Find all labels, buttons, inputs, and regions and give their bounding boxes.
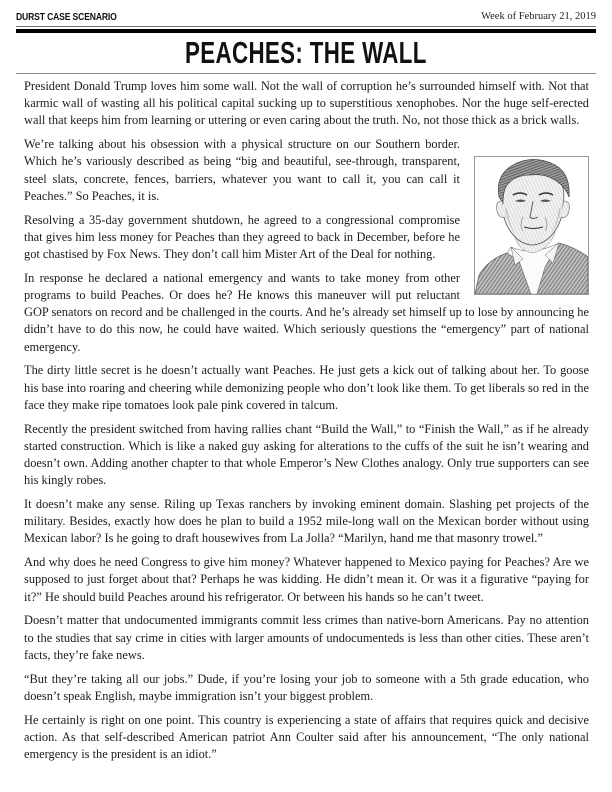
paragraph-6: Recently the president switched from having rallies chant “Build the Wall,” to “Finish the Wall,” as if he already started construction. Which is like a naked guy asking for alterations to the cuffs of the suit he isn’t wearing and doesn’t own. Adding another chapter to that whole Emperor’s New Clothes analogy. Only true supporters can see his kingly robes.: [24, 421, 589, 488]
paragraph-10: “But they’re taking all our jobs.” Dude, if you’re losing your job to someone with a 5th grade education, who doesn’t speak English, maybe immigration isn’t your biggest problem.: [24, 671, 589, 703]
article-title-text: PEACHES: THE WALL: [185, 35, 427, 70]
author-portrait: [474, 156, 589, 295]
masthead-rule-thick: [16, 29, 596, 33]
paragraph-1: President Donald Trump loves him some wall. Not the wall of corruption he’s surrounded himself with. Not that karmic wall of wasting all his political capital sucking up to superstitious xenophobes. Nor the huge self-erected wall that keeps him from learning or uttering or even caring about the truth. No, not those thick as a brick walls.: [24, 79, 589, 128]
masthead: [16, 8, 596, 26]
issue-date: Week of February 21, 2019: [481, 11, 596, 22]
paragraph-2: We’re talking about his obsession with a physical structure on our Southern border. Which he’s variously described as being “big and beautiful, see-through, transparent, steel slats, concrete, fences, barriers, whatever you want to call it, you can call it Peaches.” So Peaches, it is.: [24, 137, 460, 203]
paragraph-5: The dirty little secret is he doesn’t actually want Peaches. He just gets a kick out of talking about her. To goose his base into roaring and cheering while demonizing people who don’t look like them. To get liberals so red in the face they make ripe tomatoes look pale pink covered in talcum.: [24, 363, 589, 412]
paragraph-8: And why does he need Congress to give him money? Whatever happened to Mexico paying for Peaches? Are we supposed to just forget about that? Perhaps he was kidding. He didn’t mean it. Or was it a figurative “paying for it?” He should build Peaches around his refrigerator. Or between his hands so he can’t tweet.: [24, 555, 589, 604]
article-body: [24, 78, 589, 770]
paragraph-3: Resolving a 35-day government shutdown, he agreed to a congressional compromise that gives him less money for Peaches than they agreed to back in December, before he got chastised by Fox News. They don’t call him Mister Art of the Deal for nothing.: [24, 212, 460, 262]
paragraph-7: It doesn’t make any sense. Riling up Texas ranchers by invoking eminent domain. Slashing pet projects of the military. Besides, exactly how does he plan to build a 1952 mile-long wall on the Mexican border without using Mexican labor? Is he going to draft housewives from La Jolla? “Marilyn, hand me that masonry trowel.”: [24, 497, 589, 546]
paragraph-9: Doesn’t matter that undocumented immigrants commit less crimes than native-born Americans. Pay no attention to the studies that say crime in cities with larger amounts of undocumenteds is less than other cities. These aren’t facts, they’re fake news.: [24, 613, 589, 662]
masthead-rule-thin: [16, 26, 596, 27]
paragraph-11: He certainly is right on one point. This country is experiencing a state of affairs that requires quick and decisive action. As that self-described American patriot Ann Coulter said after his announcement, “The only national emergency is the president is an idiot.”: [24, 712, 589, 762]
column-name: DURST CASE SCENARIO: [16, 11, 117, 23]
paragraph-4: In response he declared a national emergency and wants to take money from other programs to build Peaches. Or does he? He knows this maneuver will put reluctant GOP senators on record and be challenged in the courts. And he’s already set himself up to lose by announcing he didn’t have to do this now, he could have waited. Which seriously questions the “emergency” part of national emergency.: [24, 270, 589, 354]
portrait-illustration-icon: [475, 157, 588, 294]
article-title: [0, 34, 612, 72]
title-rule: [16, 73, 596, 74]
